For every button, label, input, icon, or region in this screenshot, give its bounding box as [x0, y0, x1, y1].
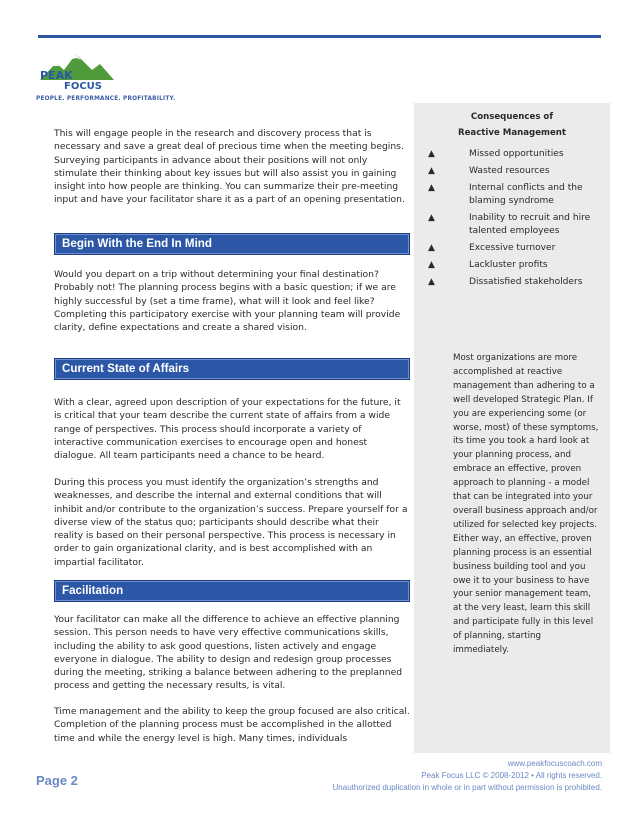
section2-paragraph-1: With a clear, agreed upon description of your expectations for the future, it is critical that your team describe the current state of affairs from a wide range of perspectives. This process should incorporate a variety of interactive communication exercises to encourage open and honest dialogue. All team participants need a chance to be heard.	[54, 397, 401, 462]
list-item	[428, 165, 608, 178]
footer-copyright: Peak Focus LLC © 2008-2012 • All rights reserved.	[421, 771, 602, 780]
list-item-label: Internal conflicts and the blaming syndrome	[469, 183, 583, 206]
list-item-label: Wasted resources	[469, 166, 550, 176]
footer-notice: Unauthorized duplication in whole or in part without permission is prohibited.	[332, 783, 602, 792]
list-item	[428, 259, 608, 272]
peak-focus-logo	[36, 50, 116, 92]
list-item-label: Dissatisfied stakeholders	[469, 277, 583, 287]
section1-paragraph: Would you depart on a trip without determining your final destination? Probably not! The planning process begins with a basic question; if we are highly successful by (set a time frame), what will it look and feel like? Completing this participatory exercise with your planning team will provide clarity, define expectations and create a shared vision.	[54, 269, 401, 334]
section2-paragraph-2: During this process you must identify the organization’s strengths and weaknesses, and describe the internal and external conditions that will inhibit and/or contribute to the organization’s success. Prepare yourself for a diverse view of the status quo; participants should describe what their reality is based on their personal perspective. This process is necessary in order to gain organizational clarity, and is best accomplished with an impartial facilitator.	[54, 477, 408, 568]
list-item	[428, 242, 608, 255]
triangle-bullet-icon: ▲	[428, 277, 435, 287]
triangle-bullet-icon: ▲	[428, 243, 435, 253]
brand-tagline: PEOPLE. PERFORMANCE. PROFITABILITY.	[36, 96, 176, 102]
sidebar-paragraph: Most organizations are more accomplished at reactive management than adhering to a well developed Strategic Plan. If you are experiencing some (or worse, most) of these symptoms, its time you took a hard look at your planning process, and embrace an effective, proven approach to planning - a model that can be integrated into your overall business approach and/or utilized for selected key projects. Either way, an effective, proven planning process is an essential business building tool and you owe it to your business to have your senior management team, at the very least, learn this skill and participate fully in this level of planning, starting immediately.	[453, 353, 599, 656]
sidebar-title-line-1: Consequences of	[470, 112, 554, 122]
list-item	[428, 148, 608, 161]
list-item	[428, 182, 608, 208]
section3-paragraph-2: Time management and the ability to keep the group focused are also critical. Completion of the planning process must be accomplished in the allotted time and while the energy level is high. Many times, individuals	[54, 706, 410, 744]
section3-paragraph-1: Your facilitator can make all the difference to achieve an effective planning session. This person needs to have very effective communications skills, including the ability to ask good questions, listen actively and engage everyone in dialogue. The ability to design and redesign group processes during the meeting, striking a balance between adhering to the preplanned process and getting the necessary results, is vital.	[54, 614, 403, 692]
list-item	[428, 276, 608, 289]
triangle-bullet-icon: ▲	[428, 213, 435, 223]
list-item-label: Excessive turnover	[469, 243, 556, 253]
footer-url-link[interactable]: www.peakfocuscoach.com	[507, 759, 602, 768]
section-heading-current-state: Current State of Affairs	[54, 358, 410, 380]
section-heading-begin-with-end: Begin With the End In Mind	[54, 233, 410, 255]
intro-paragraph: This will engage people in the research and discovery process that is necessary and save a great deal of precious time when the meeting begins. Surveying participants in advance about their positions will not only stimulate their thinking about key issues but will also assist you in gaining insight into how people are thinking. You can summarize their pre-meeting input and have your facilitator share it as a part of an opening presentation.	[54, 128, 405, 206]
consequences-list	[428, 148, 608, 293]
list-item	[428, 212, 608, 238]
header-rule	[38, 35, 601, 38]
list-item-label: Inability to recruit and hire talented employees	[469, 213, 591, 236]
section-heading-facilitation: Facilitation	[54, 580, 410, 602]
list-item-label: Lackluster profits	[469, 260, 548, 270]
sidebar-title	[414, 109, 610, 141]
triangle-bullet-icon: ▲	[428, 166, 435, 176]
page-number: Page 2	[36, 773, 78, 788]
triangle-bullet-icon: ▲	[428, 260, 435, 270]
logo-text-peak: PEAK	[40, 69, 73, 82]
triangle-bullet-icon: ▲	[428, 149, 435, 159]
triangle-bullet-icon: ▲	[428, 183, 435, 193]
logo-text-focus: FOCUS	[64, 81, 102, 92]
list-item-label: Missed opportunities	[469, 149, 564, 159]
sidebar-title-line-2: Reactive Management	[457, 128, 567, 138]
